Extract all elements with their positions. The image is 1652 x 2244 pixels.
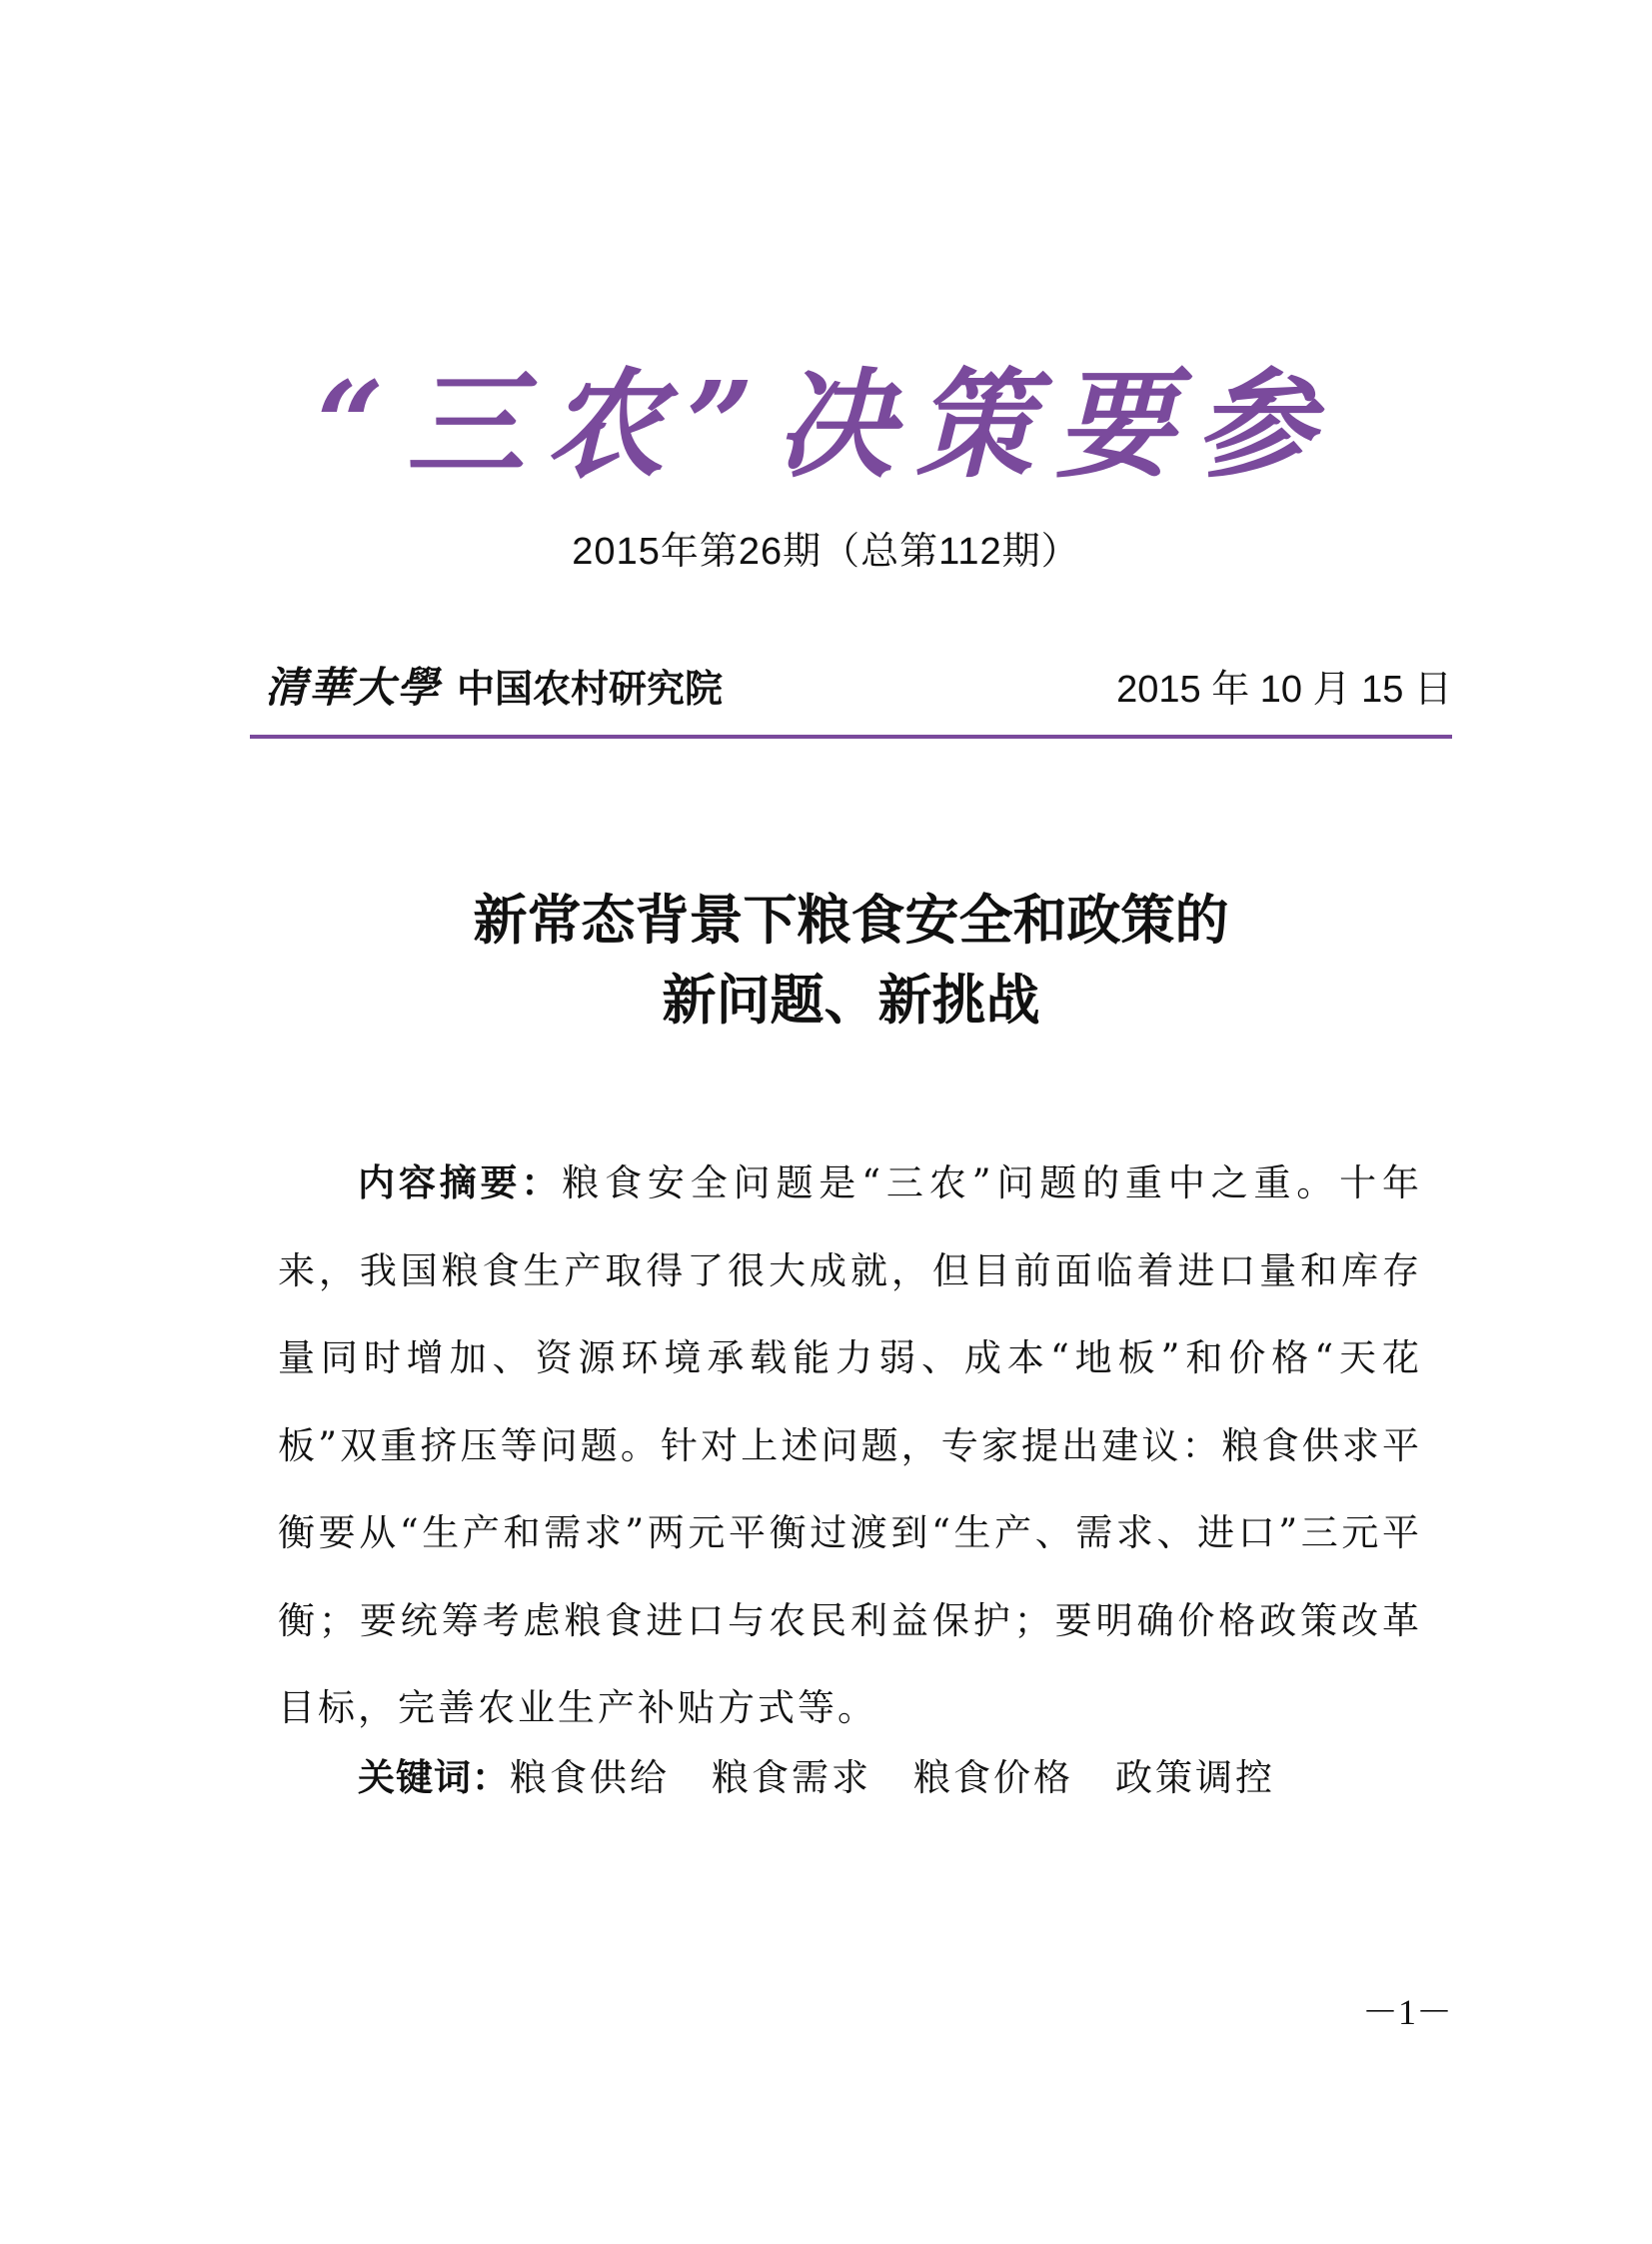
abstract-paragraph [278, 1139, 1422, 1752]
publication-date: 2015 年 10 月 15 日 [1116, 668, 1452, 711]
publisher-row [250, 655, 1452, 715]
institute-name: 中国农村研究院 [457, 665, 724, 711]
keywords-label: 关键词： [358, 1756, 510, 1799]
publisher [265, 655, 723, 715]
masthead-title: “三农”决策要参 [316, 355, 1336, 494]
keyword-item: 粮食需求 [712, 1756, 871, 1799]
keyword-item: 政策调控 [1115, 1756, 1275, 1799]
issue-number: 2015年第26期（总第112期） [572, 531, 1080, 573]
page-number: －1－ [1361, 1992, 1452, 2032]
title-line-2: 新问题、新挑战 [662, 968, 1040, 1032]
keyword-item: 粮食供给 [510, 1756, 670, 1799]
keywords-line [358, 1739, 1317, 1809]
title-line-1: 新常态背景下粮食安全和政策的 [473, 888, 1229, 952]
header-divider [250, 735, 1452, 739]
abstract-text: 粮食安全问题是“三农”问题的重中之重。十年来，我国粮食生产取得了很大成就，但目前面临着进口量和库存量同时增加、资源环境承载能力弱、成本“地板”和价格“天花板”双重挤压等问题。针对上述问题，专家提出建议：粮食供求平衡要从“生产和需求”两元平衡过渡到“生产、需求、进口”三元平衡；要统筹考虑粮食进口与农民利益保护；要明确价格政策改革目标，完善农业生产补贴方式等。 [278, 1161, 1422, 1729]
abstract-label: 内容摘要： [358, 1161, 563, 1204]
university-logo-text: 清華大學 [265, 663, 442, 712]
keyword-item: 粮食价格 [913, 1756, 1073, 1799]
article-title [250, 880, 1452, 1040]
